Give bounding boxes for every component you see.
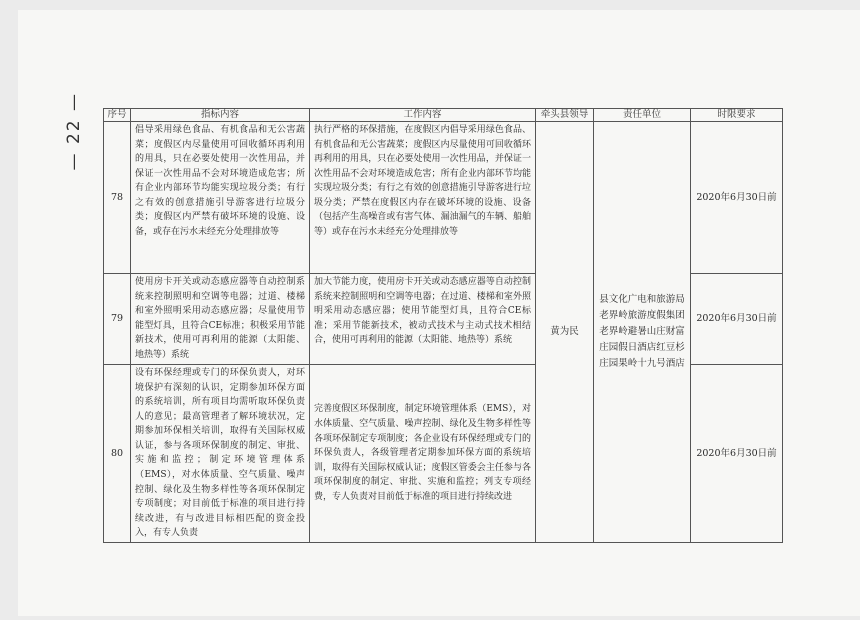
task-table xyxy=(103,108,783,543)
row-seq: 79 xyxy=(104,274,131,365)
row-deadline: 2020年6月30日前 xyxy=(691,122,783,274)
row-seq: 78 xyxy=(104,122,131,274)
row-indicator: 设有环保经理或专门的环保负责人，对环境保护有深刻的认识，定期参加环保方面的系统培训，所有项目均需听取环保负责人的意见；最高管理者了解环境状况，定期参加环保相关培训，取得有关国际权威认证，参与各项环保制度的制定、审批、实施和监控；制定环境管理体系（EMS），对水体质量、空气质量、噪声控制、绿化及生物多样性等各项环保制定专项制度；对目前低于标准的项目进行持续改进，有与改进目标相匹配的资金投入，有专人负责 xyxy=(131,365,310,543)
row-deadline: 2020年6月30日前 xyxy=(691,274,783,365)
row-indicator: 使用房卡开关或动态感应器等自动控制系统来控制照明和空调等电器；过道、楼梯和室外照明采用动态感应器；尽量使用节能型灯具，且符合CE标准；积极采用节能新技术，使用可再利用的能源（太阳能、地热等）系统 xyxy=(131,274,310,365)
row-work: 完善度假区环保制度，制定环境管理体系（EMS），对水体质量、空气质量、噪声控制、绿化及生物多样性等各项环保制定专项制度；各企业设有环保经理或专门的环保负责人，各级管理者定期参加环保方面的系统培训，取得有关国际权威认证；度假区管委会主任参与各项环保制度的制定、审批、实施和监控；列支专项经费，专人负责对目前低于标准的项目进行持续改进 xyxy=(310,365,536,543)
page-number: — 22 — xyxy=(64,92,84,171)
header-leader: 牵头县领导 xyxy=(536,109,594,122)
header-row xyxy=(104,109,783,122)
lead-official: 黄为民 xyxy=(536,122,594,543)
row-deadline: 2020年6月30日前 xyxy=(691,365,783,543)
header-deadline: 时限要求 xyxy=(691,109,783,122)
table-row xyxy=(104,122,783,274)
header-unit: 责任单位 xyxy=(594,109,691,122)
row-work: 加大节能力度，使用房卡开关或动态感应器等自动控制系统来控制照明和空调等电器；在过道、楼梯和室外照明采用动态感应器；使用节能型灯具，且符合CE标准；采用节能新技术，被动式技术与主动式技术相结合，使用可再利用的能源（太阳能、地热等）系统 xyxy=(310,274,536,365)
row-seq: 80 xyxy=(104,365,131,543)
header-seq: 序号 xyxy=(104,109,131,122)
row-work: 执行严格的环保措施，在度假区内倡导采用绿色食品、有机食品和无公害蔬菜；度假区内尽量使用可回收循环再利用的用具，只在必要处使用一次性用品，并保证一次性用品不会对环境造成危害；所有企业内部环节均能实现垃圾分类；有行之有效的创意措施引导游客进行垃圾分类；严禁在度假区内存在破坏环境的设施、设备（包括产生高噪音或有害气体、漏油漏气的车辆、船舶等）或存在污水未经充分处理排放等 xyxy=(310,122,536,274)
responsible-units: 县文化广电和旅游局老界岭旅游度假集团老界岭避暑山庄财富庄园假日酒店红豆杉庄园果岭十九号酒店 xyxy=(594,122,691,543)
header-indicator: 指标内容 xyxy=(131,109,310,122)
header-work: 工作内容 xyxy=(310,109,536,122)
row-indicator: 倡导采用绿色食品、有机食品和无公害蔬菜；度假区内尽量使用可回收循环再利用的用具，只在必要处使用一次性用品，并保证一次性用品不会对环境造成危害；所有企业内部环节均能实现垃圾分类；有行之有效的创意措施引导游客进行垃圾分类；度假区内严禁有破坏环境的设施、设备，或存在污水未经充分处理排放等 xyxy=(131,122,310,274)
